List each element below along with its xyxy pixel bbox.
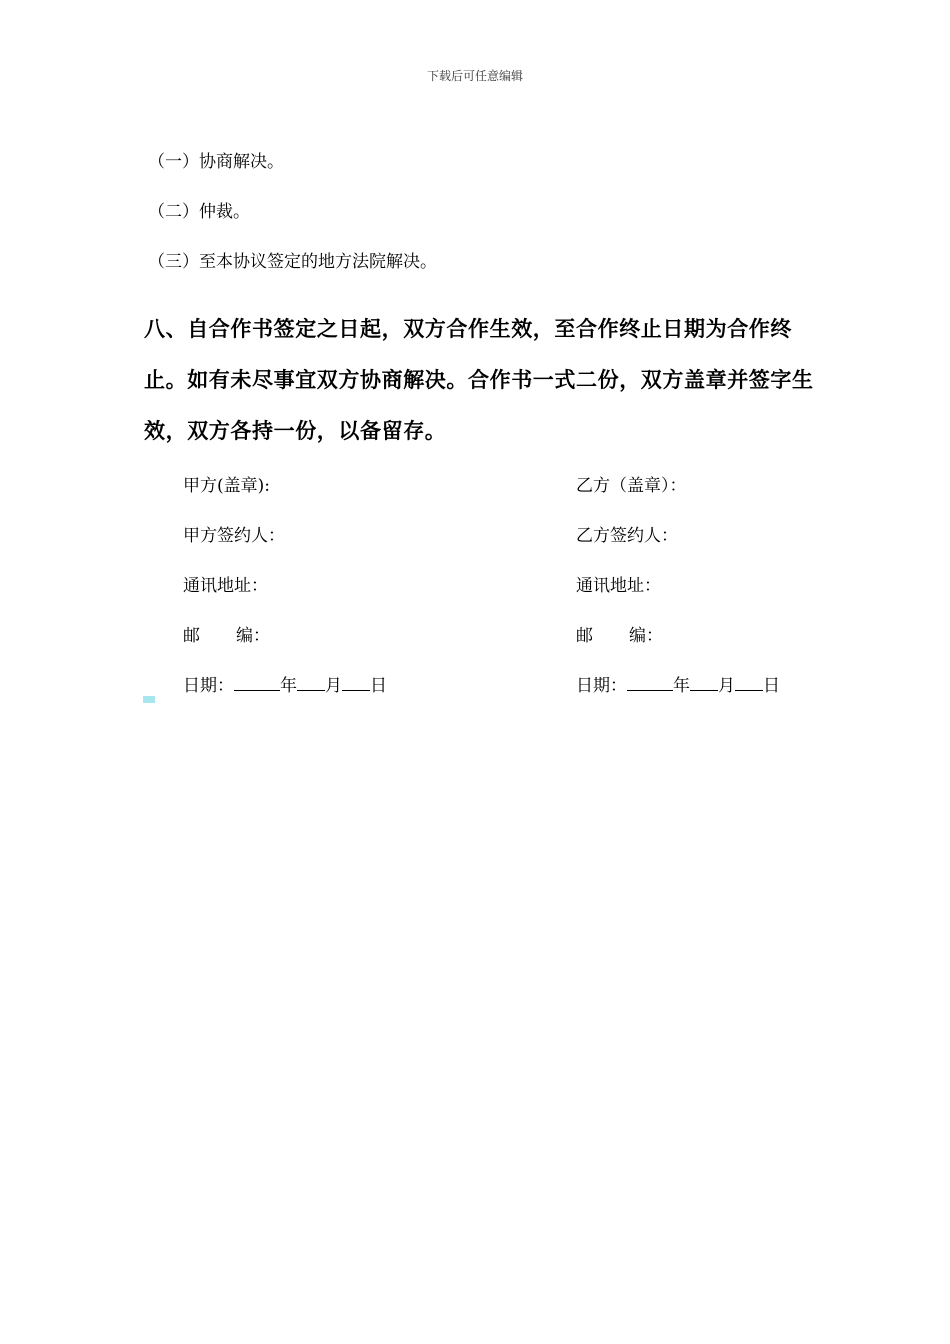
party-b-month-blank [690, 672, 718, 691]
party-b-day-blank [735, 672, 763, 691]
party-a-postcode-label-left: 邮 [183, 626, 200, 646]
party-a-signatory: 甲方签约人： [183, 526, 285, 546]
party-a-signature-block [183, 472, 387, 722]
party-b-year-label: 年 [673, 676, 690, 696]
party-b-postcode [576, 622, 780, 672]
party-a-date [183, 672, 387, 722]
header-note: 下载后可任意编辑 [426, 69, 523, 83]
party-b-month-label: 月 [718, 676, 735, 696]
party-b-date [576, 672, 780, 722]
party-b-postcode-label-left: 邮 [576, 626, 593, 646]
clause-arbitration: （二）仲裁。 [148, 202, 250, 222]
party-b-signatory: 乙方签约人： [576, 526, 678, 546]
clause-court: （三）至本协议签定的地方法院解决。 [148, 252, 437, 272]
party-b-signature-block [576, 472, 780, 722]
party-a-year-blank [234, 672, 280, 691]
party-a-day-label: 日 [370, 676, 387, 696]
party-b-postcode-label-right: 编： [629, 626, 663, 646]
party-b-address: 通讯地址： [576, 576, 661, 596]
edit-marker [143, 696, 155, 703]
party-a-day-blank [342, 672, 370, 691]
clause-negotiation: （一）协商解决。 [148, 152, 284, 172]
party-a-postcode-label-right: 编： [236, 626, 270, 646]
party-a-seal: 甲方(盖章): [183, 476, 270, 496]
party-b-seal: 乙方（盖章）： [576, 476, 687, 496]
party-a-postcode [183, 622, 387, 672]
party-a-address: 通讯地址： [183, 576, 268, 596]
party-b-date-label: 日期： [576, 676, 627, 696]
article-eight: 八、自合作书签定之日起，双方合作生效，至合作终止日期为合作终止。如有未尽事宜双方协商解决。合作书一式二份，双方盖章并签字生效，双方各持一份，以备留存。 [144, 317, 814, 443]
party-a-date-label: 日期： [183, 676, 234, 696]
party-a-month-label: 月 [325, 676, 342, 696]
party-b-year-blank [627, 672, 673, 691]
party-a-month-blank [297, 672, 325, 691]
party-a-year-label: 年 [280, 676, 297, 696]
party-b-day-label: 日 [763, 676, 780, 696]
